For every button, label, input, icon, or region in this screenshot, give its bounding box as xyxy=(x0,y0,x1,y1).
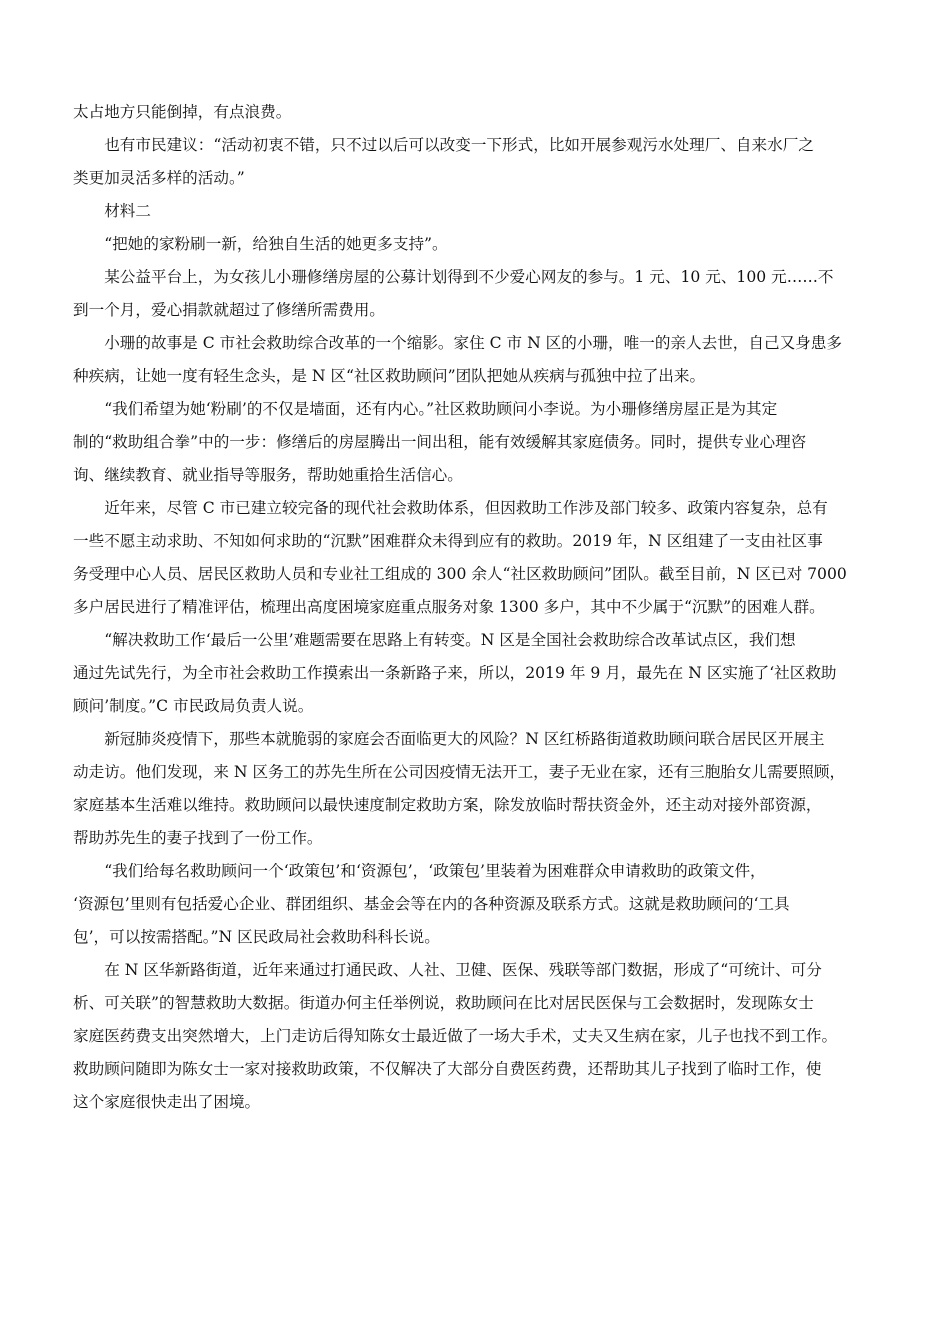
text-line: “我们给每名救助顾问一个‘政策包’和‘资源包’，‘政策包’里装着为困难群众申请救助的政策文件， xyxy=(104,862,766,880)
text-line: 种疾病，让她一度有轻生念头，是 N 区“社区救助顾问”团队把她从疾病与孤独中拉了出来。 xyxy=(73,367,706,385)
paragraph xyxy=(73,96,905,129)
paragraph xyxy=(73,492,905,624)
text-line: 某公益平台上，为女孩儿小珊修缮房屋的公募计划得到不少爱心网友的参与。1 元、10 元、100 元……不 xyxy=(104,268,834,286)
text-line: 也有市民建议：“活动初衷不错，只不过以后可以改变一下形式，比如开展参观污水处理厂、自来水厂之 xyxy=(104,136,814,154)
text-line: 一些不愿主动求助、不知如何求助的“沉默”困难群众未得到应有的救助。2019 年，N 区组建了一支由社区事 xyxy=(73,532,823,550)
document-body xyxy=(73,96,905,1119)
paragraph xyxy=(73,393,905,492)
text-line: ‘资源包’里则有包括爱心企业、群团组织、基金会等在内的各种资源及联系方式。这就是救助顾问的‘工具 xyxy=(73,895,790,913)
text-line: 小珊的故事是 C 市社会救助综合改革的一个缩影。家住 C 市 N 区的小珊，唯一的亲人去世，自己又身患多 xyxy=(104,334,842,352)
text-line: 这个家庭很快走出了困境。 xyxy=(73,1093,261,1111)
text-line: “我们希望为她‘粉刷’的不仅是墙面，还有内心。”社区救助顾问小李说。为小珊修缮房屋正是为其定 xyxy=(104,400,778,418)
paragraph xyxy=(73,954,905,1119)
text-line: 制的“救助组合拳”中的一步：修缮后的房屋腾出一间出租，能有效缓解其家庭债务。同时，提供专业心理咨 xyxy=(73,433,807,451)
text-line: 帮助苏先生的妻子找到了一份工作。 xyxy=(73,829,323,847)
text-line: 太占地方只能倒掉，有点浪费。 xyxy=(73,103,292,121)
text-line: 顾问’制度。”C 市民政局负责人说。 xyxy=(73,697,314,715)
paragraph xyxy=(73,261,905,327)
text-line: 类更加灵活多样的活动。” xyxy=(73,169,245,187)
text-line: 询、继续教育、就业指导等服务，帮助她重拾生活信心。 xyxy=(73,466,463,484)
paragraph xyxy=(73,129,905,195)
text-line: 家庭医药费支出突然增大，上门走访后得知陈女士最近做了一场大手术，丈夫又生病在家，儿子也找不到工作。 xyxy=(73,1027,838,1045)
text-line: 在 N 区华新路街道，近年来通过打通民政、人社、卫健、医保、残联等部门数据，形成了“可统计、可分 xyxy=(104,961,822,979)
paragraph xyxy=(73,723,905,855)
paragraph xyxy=(73,327,905,393)
text-line: 务受理中心人员、居民区救助人员和专业社工组成的 300 余人“社区救助顾问”团队。截至目前，N 区已对 7000 xyxy=(73,565,847,583)
text-line: “把她的家粉刷一新，给独自生活的她更多支持”。 xyxy=(104,235,448,253)
paragraph xyxy=(73,195,905,228)
text-line: 包’，可以按需搭配。”N 区民政局社会救助科科长说。 xyxy=(73,928,440,946)
text-line: 近年来，尽管 C 市已建立较完备的现代社会救助体系，但因救助工作涉及部门较多、政策内容复杂，总有 xyxy=(104,499,828,517)
text-line: 到一个月，爱心捐款就超过了修缮所需费用。 xyxy=(73,301,385,319)
text-line: 材料二 xyxy=(104,202,151,220)
text-line: 动走访。他们发现，来 N 区务工的苏先生所在公司因疫情无法开工，妻子无业在家，还有三胞胎女儿需要照顾， xyxy=(73,763,846,781)
text-line: 救助顾问随即为陈女士一家对接救助政策，不仅解决了大部分自费医药费，还帮助其儿子找到了临时工作，使 xyxy=(73,1060,822,1078)
text-line: “解决救助工作‘最后一公里’难题需要在思路上有转变。N 区是全国社会救助综合改革试点区，我们想 xyxy=(104,631,796,649)
paragraph xyxy=(73,855,905,954)
text-line: 新冠肺炎疫情下，那些本就脆弱的家庭会否面临更大的风险？N 区红桥路街道救助顾问联合居民区开展主 xyxy=(104,730,825,748)
text-line: 多户居民进行了精准评估，梳理出高度困境家庭重点服务对象 1300 多户，其中不少属于“沉默”的困难人群。 xyxy=(73,598,825,616)
text-line: 析、可关联”的智慧救助大数据。街道办何主任举例说，救助顾问在比对居民医保与工会数据时，发现陈女士 xyxy=(73,994,814,1012)
paragraph xyxy=(73,624,905,723)
paragraph xyxy=(73,228,905,261)
text-line: 家庭基本生活难以维持。救助顾问以最快速度制定救助方案，除发放临时帮扶资金外，还主动对接外部资源， xyxy=(73,796,822,814)
text-line: 通过先试先行，为全市社会救助工作摸索出一条新路子来，所以，2019 年 9 月，最先在 N 区实施了‘社区救助 xyxy=(73,664,837,682)
